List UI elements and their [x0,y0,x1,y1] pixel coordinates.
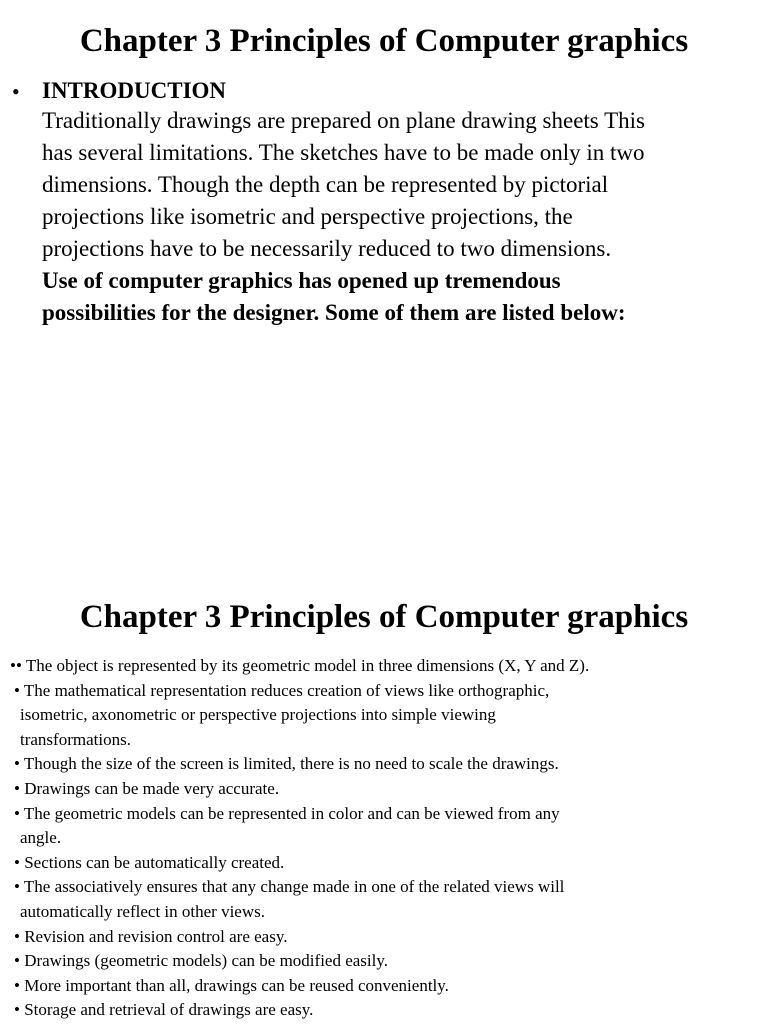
list-line: isometric, axonometric or perspective projections into simple viewing [20,705,496,725]
list-line: • The mathematical representation reduces creation of views like orthographic, [14,680,550,700]
list-line: • Sections can be automatically created. [14,852,285,872]
slide-1-title: Chapter 3 Principles of Computer graphics [79,23,689,59]
list-line: • Drawings can be made very accurate. [14,778,280,798]
intro-paragraph-line: projections like isometric and perspective projections, the [42,204,573,229]
slide-2-title: Chapter 3 Principles of Computer graphics [79,599,689,635]
list-line: •• The object is represented by its geometric model in three dimensions (X, Y and Z). [10,656,590,675]
intro-section [42,77,754,329]
advantages-list [10,654,754,1023]
list-line: • Storage and retrieval of drawings are easy. [14,1000,314,1020]
slide-2 [0,576,768,1024]
list-line: angle. [20,828,62,848]
list-line: • Revision and revision control are easy. [14,926,288,946]
list-line: • Drawings (geometric models) can be modified easily. [14,951,389,971]
list-line: • More important than all, drawings can be reused conveniently. [14,975,449,995]
intro-paragraph-line: Traditionally drawings are prepared on plane drawing sheets This [42,108,645,133]
list-line: transformations. [20,729,131,749]
list-line: • The associatively ensures that any change made in one of the related views will [14,877,565,897]
intro-bold-line: Use of computer graphics has opened up tremendous [42,268,561,293]
bullet-marker: • [12,79,20,104]
intro-paragraph-line: projections have to be necessarily reduced to two dimensions. [42,236,612,261]
list-line: • Though the size of the screen is limited, there is no need to scale the drawings. [14,754,559,774]
intro-bold-line: possibilities for the designer. Some of them are listed below: [42,300,626,325]
intro-paragraph-line: dimensions. Though the depth can be represented by pictorial [42,172,609,197]
intro-paragraph-line: has several limitations. The sketches have to be made only in two [42,140,645,165]
list-line: • The geometric models can be represented in color and can be viewed from any [14,803,560,823]
list-line: automatically reflect in other views. [20,901,265,921]
intro-heading: INTRODUCTION [42,78,227,103]
